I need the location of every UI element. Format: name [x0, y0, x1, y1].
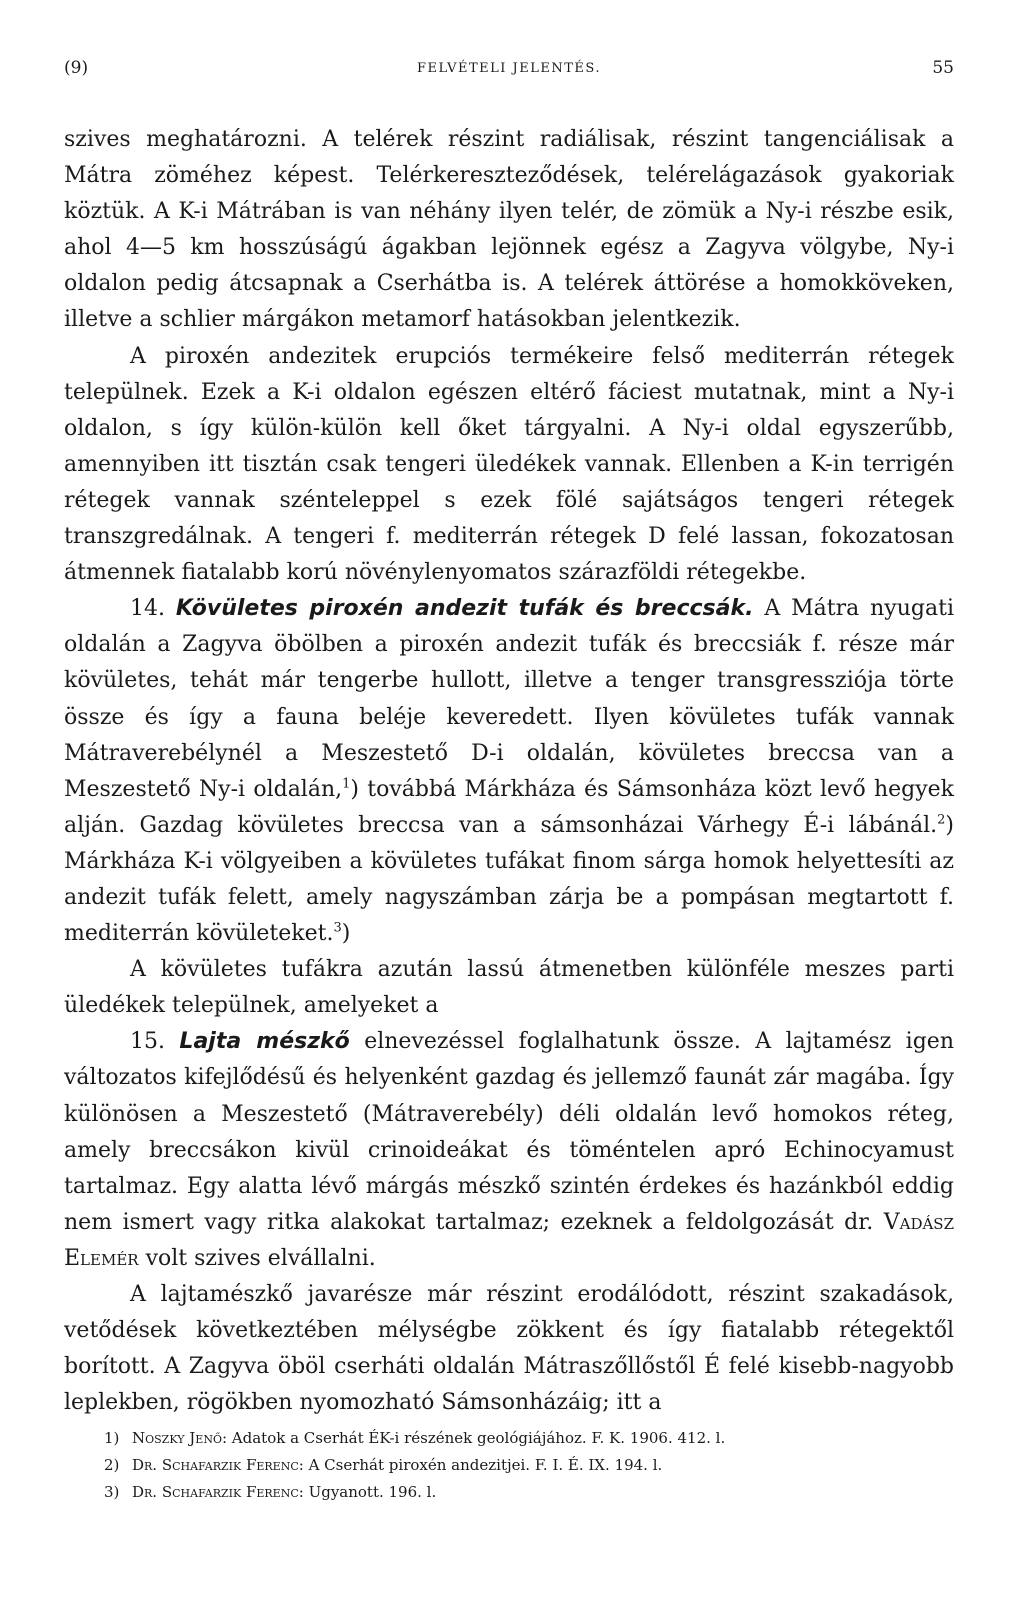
paragraph: A kövületes tufákra azután lassú átmenetben különféle meszes parti üledékek települnek, amelyeket a — [64, 957, 954, 1019]
section-15-paragraph — [64, 1024, 954, 1277]
paragraph: szives meghatározni. A telérek részint radiálisak, részint tangenciálisak a Mátra zöméhez képest. Telérkereszteződések, telérelágazások gyakoriak köztük. A K-i Mátrában is van néhány ilyen telér, de zömük a Ny-i részbe esik, ahol 4—5 km hosszúságú ágakban lejönnek egész a Zagyva völgybe, Ny-i oldalon pedig átcsapnak a Cserhátba is. A telérek áttörése a homokköveken, illetve a schlier márgákon metamorf hatásokban jelentkezik. — [64, 127, 954, 333]
footnote-author: Dr. Schafarzik Ferenc — [132, 1456, 299, 1474]
footnote: 1) Noszky Jenő: Adatok a Cserhát ÉK-i részének geológiájához. F. K. 1906. 412. l. — [104, 1429, 726, 1447]
header-section-number: (9) — [64, 58, 89, 78]
person-name: Vadász Elemér — [64, 1209, 954, 1271]
footnotes — [104, 1425, 964, 1506]
text-run: továbbá Márkháza és Sámsonháza közt levő hegyek alján. Gazdag kövületes breccsa van a sámsonházai Várhegy É-i lábánál. — [64, 776, 955, 838]
section-heading: Lajta mészkő — [179, 1029, 350, 1055]
paragraph: A piroxén andezitek erupciós termékeire felső mediterrán rétegek települnek. Ezek a K-i oldalon egészen eltérő fáciest mutatnak, mint a Ny-i oldalon, s így külön-külön kell őket tárgyalni. A Ny-i oldal egyszerűbb, amennyiben itt tisztán csak tengeri üledékek vannak. Ellenben a K-in terrigén rétegek vannak szénteleppel s ezek fölé sajátságos tengeri rétegek transzgredálnak. A tengeri f. mediterrán rétegek D felé lassan, fokozatosan átmennek fiatalabb korú növénylenyomatos szárazföldi rétegekbe. — [64, 343, 954, 586]
text-run: volt szives elvállalni. — [145, 1245, 376, 1271]
section-heading: Kövületes piroxén andezit tufák és breccsák. — [175, 596, 754, 622]
footnote-text: : A Cserhát piroxén andezitjei. F. I. É. IX. 194. l. — [298, 1456, 663, 1474]
text-run: A Mátra nyugati oldalán a Zagyva öbölben a piroxén andezit tufák és breccsiák f. része már kövületes, tehát már tengerbe hullott, illetve a tenger transgressziója törte össze és így a fauna beléje keveredett. Ilyen kövületes tufák vannak Mátraverebélynél a Meszestető D-i oldalán, kövületes breccsa van a Meszestető Ny-i oldalán, — [64, 596, 954, 802]
paragraph: A lajtamészkő javarésze már részint erodálódott, részint szakadások, vetődések következtében mélységbe zökkent és így fiatalabb rétegektől borított. A Zagyva öböl cserháti oldalán Mátraszőllőstől É felé kisebb-nagyobb leplekben, rögökben nyomozható Sámsonházáig; itt a — [64, 1282, 954, 1416]
page-header — [64, 58, 954, 88]
section-number: 15. — [130, 1029, 165, 1055]
footnote-author: Noszky Jenő — [132, 1429, 222, 1447]
text-run: Márkháza K-i völgyeiben a kövületes tufákat finom sárga homok helyettesíti az andezit tufák felett, amely nagyszámban zárja be a pompásan megtartott f. mediterrán kövületeket. — [64, 848, 954, 947]
footnote-author: Dr. Schafarzik Ferenc — [132, 1483, 299, 1501]
section-number: 14. — [130, 596, 165, 622]
text-run: elnevezéssel foglalhatunk össze. A lajtamész igen változatos kifejlődésű és helyenként gazdag és jellemző faunát zár magába. Így különösen a Meszestető (Mátraverebély) déli oldalán levő homokos réteg, amely breccsákon kivül crinoideákat és töméntelen apró Echinocyamust tartalmaz. Egy alatta lévő márgás mészkő szintén érdekes és hazánkból eddig nem ismert vagy ritka alakokat tartalmaz; ezeknek a feldolgozását dr. — [64, 1029, 954, 1235]
footnote-text: : Ugyanott. 196. l. — [298, 1483, 437, 1501]
footnote: 2) Dr. Schafarzik Ferenc: A Cserhát piroxén andezitjei. F. I. É. IX. 194. l. — [104, 1456, 663, 1474]
footnote-ref: 3 — [333, 920, 342, 936]
footnote-text: : Adatok a Cserhát ÉK-i részének geológiájához. F. K. 1906. 412. l. — [221, 1429, 726, 1447]
footnote-ref: 1 — [342, 776, 351, 792]
page-number: 55 — [932, 58, 954, 78]
footnote: 3) Dr. Schafarzik Ferenc: Ugyanott. 196. l. — [104, 1483, 437, 1501]
footnote-ref: 2 — [937, 812, 946, 828]
body-text — [64, 122, 954, 1421]
header-title: FELVÉTELI JELENTÉS. — [417, 61, 601, 76]
section-14-paragraph: 14. Kövületes piroxén andezit tufák és breccsák. A Mátra nyugati oldalán a Zagyva öbölben a piroxén andezit tufák és breccsiák f. része már kövületes, tehát már tengerbe hullott, illetve a tenger transgressziója törte össze és így a fauna beléje keveredett. Ilyen kövületes tufák vannak Mátraverebélynél a Meszestető D-i oldalán, kövületes breccsa van a Meszestető Ny-i oldalán,$^1$) továbbá Márkháza és Sámsonháza közt levő hegyek alján. Gazdag kövületes breccsa van a sámsonházai Várhegy É-i lábánál.$^2$) Márkháza K-i völgyeiben a kövületes tufákat finom sárga homok helyettesíti az andezit tufák felett, amely nagyszámban zárja be a pompásan megtartott f. mediterrán kövületeket.$^3$) — [64, 596, 955, 947]
